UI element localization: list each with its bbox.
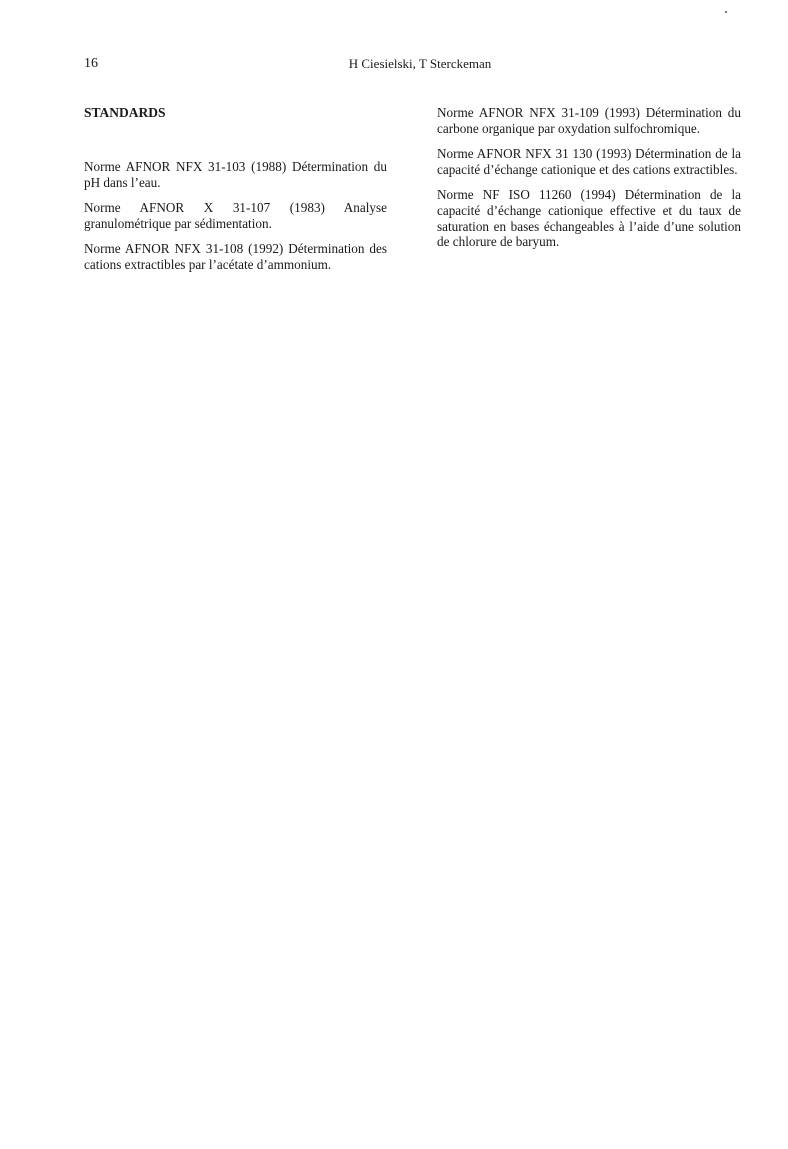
reference-entry: Norme AFNOR NFX 31-103 (1988) Détermination du pH dans l’eau. (84, 159, 387, 190)
reference-entry: Norme AFNOR NFX 31 130 (1993) Détermination de la capacité d’échange cationique et des cations extractibles. (437, 146, 741, 177)
reference-entry: Norme AFNOR NFX 31-108 (1992) Détermination des cations extractibles par l’acétate d’ammonium. (84, 241, 387, 272)
right-column (437, 105, 741, 260)
reference-entry: Norme AFNOR X 31-107 (1983) Analyse granulométrique par sédimentation. (84, 200, 387, 231)
section-title: STANDARDS (84, 105, 166, 120)
reference-entry: Norme AFNOR NFX 31-109 (1993) Détermination du carbone organique par oxydation sulfochromique. (437, 105, 741, 136)
left-column (84, 105, 387, 283)
running-head-authors: H Ciesielski, T Sterckeman (348, 56, 492, 71)
scan-speck (725, 11, 727, 13)
reference-entry: Norme NF ISO 11260 (1994) Détermination de la capacité d’échange cationique effective et du taux de saturation en bases échangeables à l’aide d’une solution de chlorure de baryum. (437, 187, 741, 250)
page-number: 16 (84, 56, 98, 71)
